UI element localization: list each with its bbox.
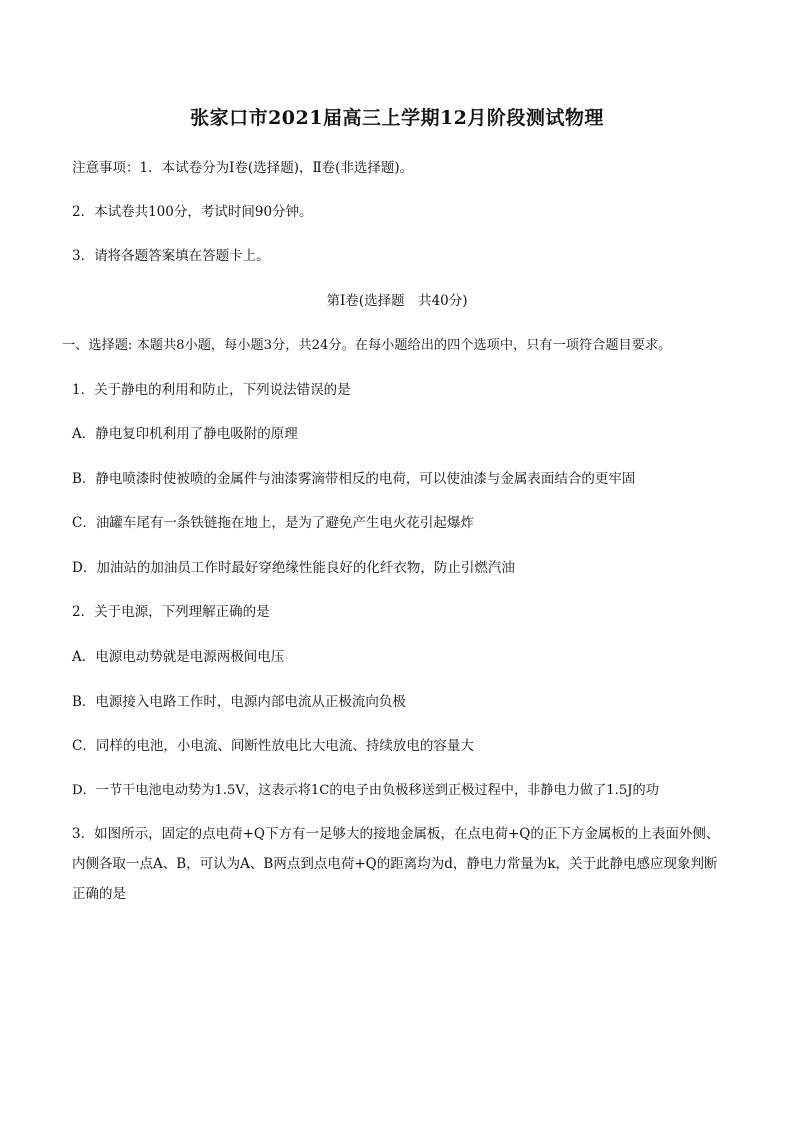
question-1-option-c: C．油罐车尾有一条铁链拖在地上，是为了避免产生电火花引起爆炸 [72, 515, 474, 531]
question-2-option-a: A．电源电动势就是电源两极间电压 [72, 649, 285, 665]
question-3-stem: 3．如图所示，固定的点电荷+Q下方有一足够大的接地金属板，在点电荷+Q的正下方金属板的上表面外侧、内侧各取一点A、B，可认为A、B两点到点电荷+Q的距离均为d，静电力常量为k，关于此静电感应现象判断正确的是 [72, 826, 720, 902]
question-1-stem: 1．关于静电的利用和防止，下列说法错误的是 [72, 382, 351, 398]
question-1-option-b: B．静电喷漆时使被喷的金属件与油漆雾滴带相反的电荷，可以使油漆与金属表面结合的更牢固 [72, 471, 636, 487]
question-1-option-d: D．加油站的加油员工作时最好穿绝缘性能良好的化纤衣物，防止引燃汽油 [72, 560, 515, 576]
question-2-option-b: B．电源接入电路工作时，电源内部电流从正极流向负极 [72, 694, 406, 710]
note-3: 3．请将各题答案填在答题卡上。 [72, 248, 270, 264]
note-1: 注意事项：1．本试卷分为Ⅰ卷(选择题)，Ⅱ卷(非选择题)。 [72, 160, 414, 176]
part-intro: 一、选择题: 本题共8小题，每小题3分，共24分。在每小题给出的四个选项中，只有一项符合题目要求。 [62, 338, 672, 353]
question-2-option-d: D．一节干电池电动势为1.5V，这表示将1C的电子由负极移送到正极过程中，非静电力做了1.5J的功 [72, 783, 659, 798]
note-2: 2．本试卷共100分，考试时间90分钟。 [72, 204, 313, 220]
question-2-option-c: C．同样的电池，小电流、间断性放电比大电流、持续放电的容量大 [72, 738, 474, 754]
question-1-option-a: A．静电复印机利用了静电吸附的原理 [72, 426, 298, 442]
question-2-stem: 2．关于电源，下列理解正确的是 [72, 604, 270, 620]
exam-title: 张家口市2021届高三上学期12月阶段测试物理 [190, 107, 604, 129]
section-title: 第Ⅰ卷(选择题 共40分) [326, 293, 468, 309]
